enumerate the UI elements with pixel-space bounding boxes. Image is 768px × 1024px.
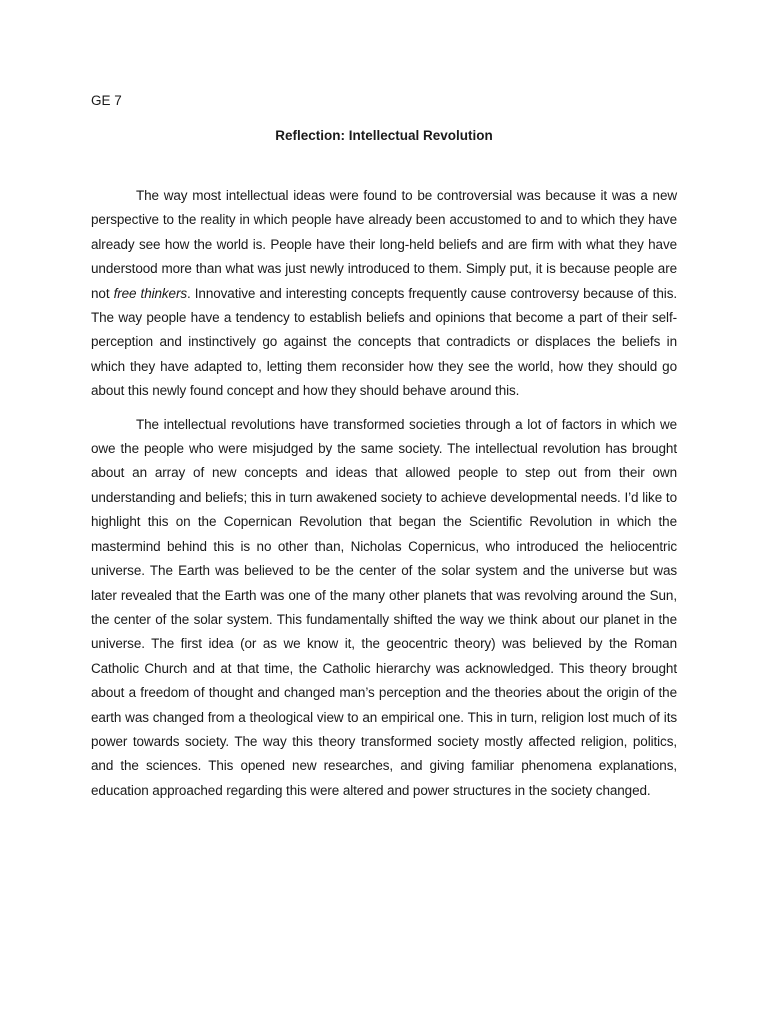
paragraph-1 <box>91 184 677 404</box>
paragraph-1-text-start: The way most intellectual ideas were found to be controversial was because it was a new perspective to the reality in which people have already been accustomed to and to which they have already see how the world is. People have their long-held beliefs and are firm with what they have understood more than what was just newly introduced to them. Simply put, it is because people are not <box>91 188 677 301</box>
paragraph-2: The intellectual revolutions have transformed societies through a lot of factors in which we owe the people who were misjudged by the same society. The intellectual revolution has brought about an array of new concepts and ideas that allowed people to step out from their own understanding and beliefs; this in turn awakened society to achieve developmental needs. I’d like to highlight this on the Copernican Revolution that began the Scientific Revolution in which the mastermind behind this is no other than, Nicholas Copernicus, who introduced the heliocentric universe. The Earth was believed to be the center of the solar system and the universe but was later revealed that the Earth was one of the many other planets that was revolving around the Sun, the center of the solar system. This fundamentally shifted the way we think about our planet in the universe. The first idea (or as we know it, the geocentric theory) was believed by the Roman Catholic Church and at that time, the Catholic hierarchy was acknowledged. This theory brought about a freedom of thought and changed man’s perception and the theories about the origin of the earth was changed from a theological view to an empirical one. This in turn, religion lost much of its power towards society. The way this theory transformed society mostly affected religion, politics, and the sciences. This opened new researches, and giving familiar phenomena explanations, education approached regarding this were altered and power structures in the society changed. <box>91 416 677 798</box>
course-code: GE 7 <box>91 93 122 108</box>
paragraph-1-text-end: . Innovative and interesting concepts frequently cause controversy because of this. The way people have a tendency to establish beliefs and opinions that become a part of their self-perception and instinctively go against the concepts that contradicts or displaces the beliefs in which they have adapted to, letting them reconsider how they see the world, how they should go about this newly found concept and how they should behave around this. <box>91 285 677 399</box>
document-body <box>91 184 677 803</box>
document-title: Reflection: Intellectual Revolution <box>275 128 493 143</box>
paragraph-1-italic-phrase: free thinkers <box>113 285 188 301</box>
